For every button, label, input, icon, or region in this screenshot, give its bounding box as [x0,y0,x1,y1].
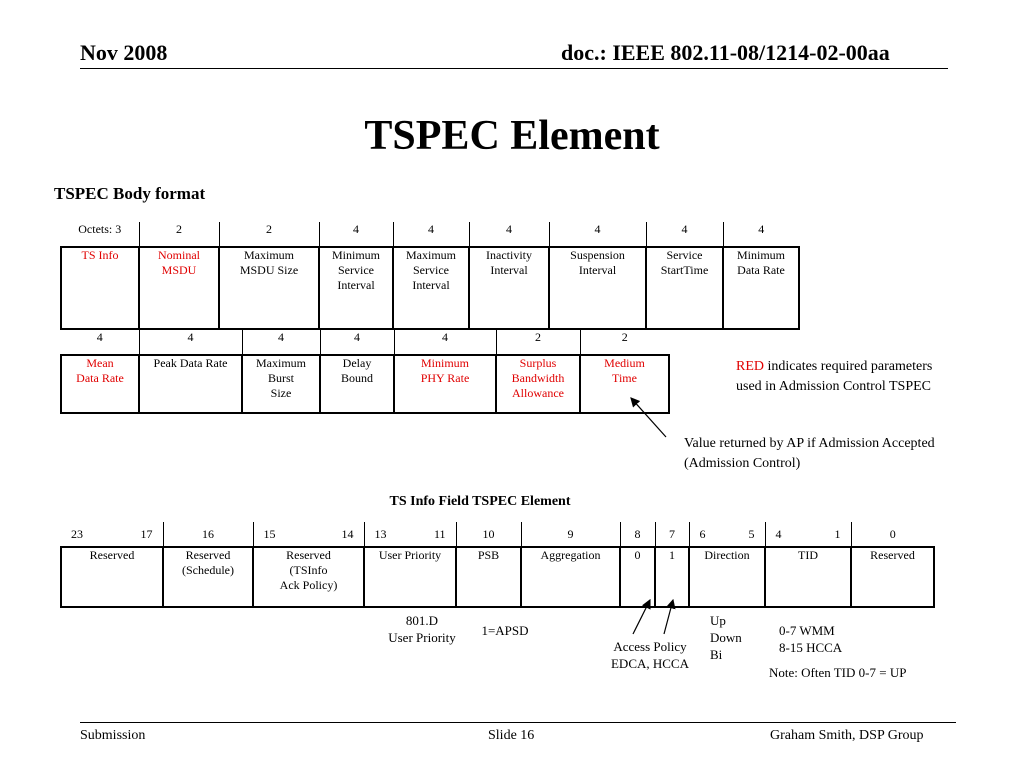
bit-start: 8 [634,526,641,541]
bit-end: 11 [433,526,446,541]
field-cell: Delay Bound [320,355,394,413]
bit-start: 23 [71,526,83,541]
field-cell: Medium Time [580,355,669,413]
tsinfo-field-cell: Reserved [61,547,163,607]
bit-start: 13 [374,526,387,541]
octet-size-cell: Octets: 3 [78,222,122,236]
footer-divider [80,722,956,723]
octet-size-cell: 4 [96,330,103,344]
tsinfo-field-cell: Reserved (Schedule) [163,547,253,607]
tsinfo-field-cell: TID [765,547,851,607]
bit-end: 14 [341,526,354,541]
octet-size-cell: 4 [723,222,799,247]
octet-size-cell: 4 [549,222,646,247]
direction-annotation: Up Down Bi [710,613,742,662]
octet-size-cell: 4 [319,222,393,247]
access-policy-arrow-1 [633,600,650,634]
tsinfo-field-cell: Direction [689,547,765,607]
header-doc-id: doc.: IEEE 802.11-08/1214-02-00aa [561,40,890,65]
tsinfo-field-cell: PSB [456,547,521,607]
octet-size-cell: 2 [219,222,319,247]
tid-annotation: 0-7 WMM 8-15 HCCA [779,623,843,655]
field-cell: Suspension Interval [549,247,646,329]
octet-size-cell: 4 [394,330,496,355]
red-legend-text: indicates required parameters used in Admission Control TSPEC [736,359,933,394]
bit-start: 4 [775,526,782,541]
field-cell: Inactivity Interval [469,247,549,329]
access-policy-arrow-2 [664,600,673,634]
tsinfo-title: TS Info Field TSPEC Element [389,494,571,509]
section-subtitle: TSPEC Body format [54,184,206,203]
field-cell: Service StartTime [646,247,723,329]
access-policy-annotation: Access Policy EDCA, HCCA [610,639,689,671]
octet-size-cell: 4 [139,330,242,355]
header-date: Nov 2008 [80,40,168,65]
field-cell: Surplus Bandwidth Allowance [496,355,580,413]
value-returned-note: Value returned by AP if Admission Accepted (Admission Control) [684,436,935,471]
field-cell: Minimum Data Rate [723,247,799,329]
tsinfo-field-cell: 0 [620,547,655,607]
bit-end: 5 [748,526,755,541]
field-cell: Minimum PHY Rate [394,355,496,413]
field-cell: Maximum Burst Size [242,355,320,413]
bit-start: 0 [889,526,896,541]
bit-start: 16 [202,526,214,541]
footer-left: Submission [80,728,146,743]
bit-start: 10 [482,526,495,541]
octet-size-cell: 4 [320,330,394,355]
slide-title: TSPEC Element [364,113,660,159]
octet-size-cell: 2 [139,222,219,247]
tsinfo-field-cell: User Priority [364,547,456,607]
bit-start: 6 [699,526,706,541]
octet-size-cell: 2 [580,330,669,355]
tsinfo-field-cell: Reserved (TSInfo Ack Policy) [253,547,364,607]
tsinfo-field-cell: Aggregation [521,547,620,607]
field-cell: Minimum Service Interval [319,247,393,329]
footer-author: Graham Smith, DSP Group [770,728,924,743]
red-word: RED [736,359,764,374]
octet-size-cell: 4 [469,222,549,247]
field-cell: Nominal MSDU [139,247,219,329]
octet-size-cell: 4 [242,330,320,355]
field-cell: TS Info [61,247,139,329]
apsd-annotation: 1=APSD [481,623,529,638]
tsinfo-field-cell: 1 [655,547,689,607]
field-cell: Mean Data Rate [61,355,139,413]
bit-start: 9 [567,526,574,541]
bit-end: 17 [140,526,153,541]
field-cell: Maximum MSDU Size [219,247,319,329]
user-priority-annotation: 801.D User Priority [388,613,456,645]
bit-start: 15 [263,526,276,541]
field-cell: Maximum Service Interval [393,247,469,329]
tid-note: Note: Often TID 0-7 = UP [769,665,907,680]
bit-end: 1 [834,526,841,541]
octet-size-cell: 4 [393,222,469,247]
bit-start: 7 [669,526,675,541]
field-cell: Peak Data Rate [139,355,242,413]
footer-slide-number: Slide 16 [488,728,535,743]
medium-time-arrow [631,398,666,437]
octet-size-cell: 4 [646,222,723,247]
octet-size-cell: 2 [496,330,580,355]
tsinfo-field-cell: Reserved [851,547,934,607]
